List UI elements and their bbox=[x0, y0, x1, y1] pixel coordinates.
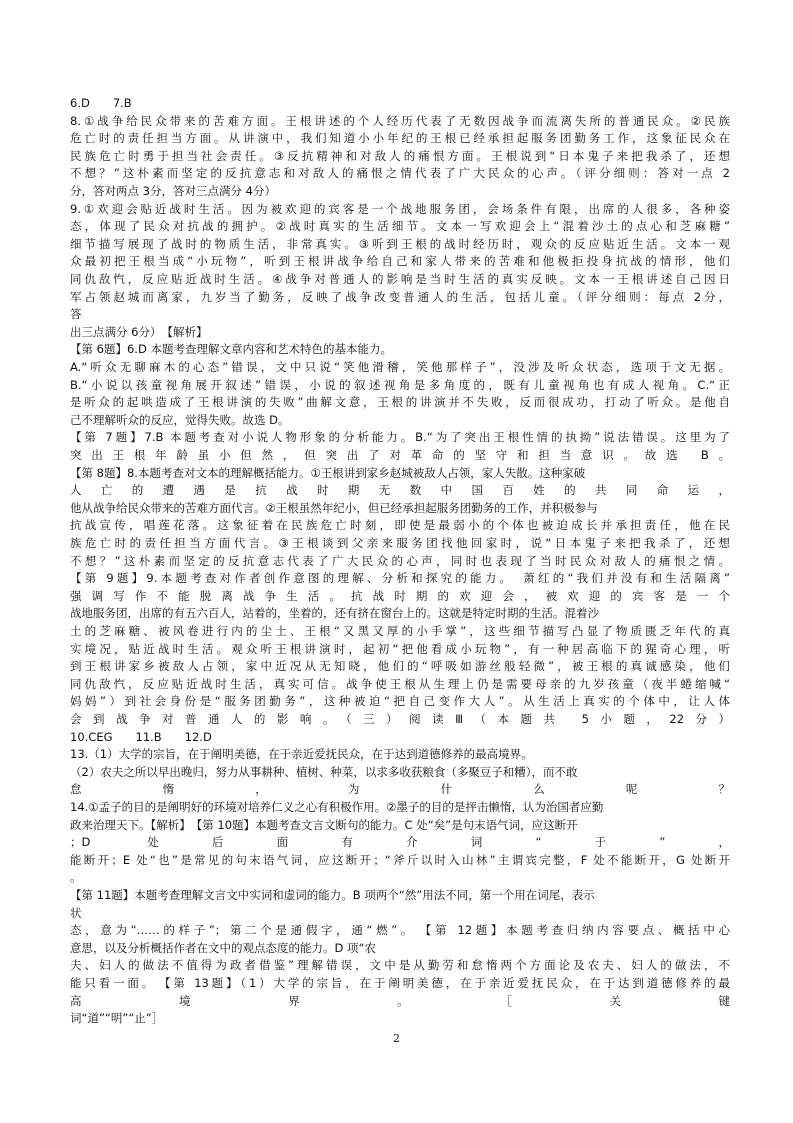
text-line: 己不理解听众的反应，觉得失败。故选 D。 bbox=[70, 412, 290, 427]
text-line: 【第 9题】9.本题考查对作者创作意图的理解、分析和探究的能力。 萧红的“我们并没有和生活隔离” bbox=[70, 571, 730, 586]
text-line: 能断开；E 处“也”是常见的句末语气词，应这断开；“斧斤以时入山林”主谓宾完整，F 处不能断开，G 处断开 bbox=[70, 852, 730, 867]
text-line: 军占领赵城而离家，九岁当了勤务，反映了战争改变普通人的生活，包括儿童。（评分细则：每点 2分， bbox=[70, 289, 730, 304]
text-line: 【第 11题】本题考查理解文言文中实词和虚词的能力。B 项两个“然”用法不同，第一个用在词尾，表示 bbox=[70, 888, 595, 902]
text-line: 强调写作不能脱离战争生活。抗战时期的欢迎会，被欢迎的宾客是一个 bbox=[70, 588, 730, 603]
text-line: 10.CEG 11.B 12.D bbox=[70, 729, 212, 744]
text-line: 答 bbox=[70, 307, 82, 322]
text-line: A.“听众无聊麻木的心态”错误，文中只说“笑他滑稽，笑他那样子”，没涉及听众状态，选项于文无据。 bbox=[70, 360, 730, 374]
text-line: 出三点满分 6分） 【解析】 bbox=[70, 324, 208, 339]
text-line: 不想？”这朴素而坚定的反抗意志代表了广大民众的心声，同时也表现了当时民众对敌人的痛恨之情。 bbox=[70, 553, 730, 568]
text-line: 【第 6题】6.D 本题考查理解文章内容和艺术特色的基本能力。 bbox=[70, 342, 392, 357]
text-line: 政来治理天下。【解析】 【第 10题】本题考查文言文断句的能力。C 处“矣”是句末语气词，应这断开 bbox=[70, 817, 578, 832]
text-line: ；D 处后面有介词“于”， bbox=[70, 835, 730, 850]
text-line: 妈妈”）到社会身份是“服务团勤务”，这种被迫“把自己变作大人”。从生活上真实的个体中，让人体 bbox=[70, 694, 730, 709]
text-line: 分，答对两点 3分，答对三点满分 4分） bbox=[70, 184, 276, 198]
text-line: 是听众的起哄造成了王根讲演的失败”曲解文意，王根的讲演并不失败，反而很成功，打动了听众。是他自 bbox=[70, 395, 730, 410]
text-line: 战地服务团，出席的有五六百人，站着的，坐着的，还有挤在窗台上的。这就是特定时期的生活。混着沙 bbox=[70, 606, 599, 621]
text-line: （2）农夫之所以早出晚归，努力从事耕种、植树、种菜，以求多收获粮食（多聚豆子和糟），而不敢 bbox=[70, 764, 578, 779]
text-line: 同仇敌忾，反应贴近战时生活，真实可信。战争使王根从生理上仍是需要母亲的九岁孩童（夜半蜷缩喊“ bbox=[70, 676, 730, 691]
text-line: 不想？”这朴素而坚定的反抗意志和对敌人的痛恨之情代表了广大民众的心声。（评分细则：答对一点 2 bbox=[70, 166, 730, 181]
text-line: 族危亡时的责任担当方面代言。③王根谈到父亲来服务团找他回家时，说“日本鬼子来把我杀了，还想 bbox=[70, 536, 730, 550]
page-number: 2 bbox=[393, 1032, 400, 1045]
text-line: 9.①欢迎会贴近战时生活。因为被欢迎的宾客是一个战地服务团，会场条件有限，出席的人很多，各种姿 bbox=[70, 201, 730, 216]
text-line: 高境界。［关键 bbox=[70, 993, 730, 1008]
text-line: 抗战宣传，唱莲花落。这象征着在民族危亡时刻，即使是最弱小的个体也被迫成长并承担责任，他在民 bbox=[70, 518, 730, 533]
text-line: 土的芝麻糖、被风卷进行内的尘土、王根“又黑又厚的小手掌”，这些细节描写凸显了物质匮乏年代的真 bbox=[70, 624, 730, 638]
text-line: 他从战争给民众带来的苦难方面代言。②王根虽然年纪小，但已经承担起服务团勤务的工作，并积极参与 bbox=[70, 500, 598, 515]
text-line: 6.D 7.B bbox=[70, 96, 132, 110]
text-line: 细节描写展现了战时的物质生活，非常真实。③听到王根的战时经历时，观众的反应贴近生活。文本一观 bbox=[70, 236, 730, 251]
text-line: 实境况，贴近战时生活。观众听王根讲演时，起初“把他看成小玩物”，有一种居高临下的猩奇心理，听 bbox=[70, 641, 730, 656]
text-line: 能只看一面。 【第 13题】（1）大学的宗旨，在于阐明美德，在于亲近爱抚民众，在于达到道德修养的最 bbox=[70, 976, 730, 990]
text-line: 同仇敌忾，反应贴近战时生活。④战争对普通人的影响是当时生活的真实反映。文本一王根讲述自己因日 bbox=[70, 272, 730, 286]
text-line: 人亡的遭遇是抗战时期无数中国百姓的共同命运， bbox=[70, 483, 730, 498]
text-line: 突出王根年龄虽小但然，但突出了对革命的坚守和担当意识。故选 B。 bbox=[70, 448, 730, 462]
text-line: 8.①战争给民众带来的苦难方面。王根讲述的个人经历代表了无数因战争而流离失所的普通民众。②民族 bbox=[70, 113, 730, 128]
text-line: 意思，以及分析概括作者在文中的观点态度的能力。D 项“农 bbox=[70, 940, 376, 955]
text-line: 会到战争对普通人的影响。（三）阅读Ⅲ（本题共 5小题，22分） bbox=[70, 712, 730, 726]
text-line: 【第 8题】8.本题考查对文本的理解概括能力。①王根讲到家乡赵城被敌人占领，家人失散。这种家破 bbox=[70, 465, 586, 480]
text-line: 夫、妇人的做法不值得为政者借鉴”理解错误，文中是从勤劳和怠惰两个方面论及农夫、妇人的做法，不 bbox=[70, 958, 730, 973]
text-line: 危亡时的责任担当方面。从讲演中，我们知道小小年纪的王根已经承担起服务团勤务工作，这象征民众在 bbox=[70, 131, 730, 146]
text-line: 民族危亡时勇于担当社会责任。③反抗精神和对敌人的痛恨方面。王根说到“日本鬼子来把我杀了，还想 bbox=[70, 148, 730, 163]
text-line: 状 bbox=[70, 905, 82, 920]
text-line: 【第 7题】7.B 本题考查对小说人物形象的分析能力。B.“为了突出王根性情的执拗”说法错误。这里为了 bbox=[70, 430, 730, 445]
text-line: 怠惰，为什么呢？ bbox=[70, 782, 730, 797]
text-line: 13.（1）大学的宗旨，在于阐明美德，在于亲近爱抚民众，在于达到道德修养的最高境界。 bbox=[70, 747, 533, 762]
text-line: 态，意为“……的样子”；第二个是通假字，通“燃”。 【第 12题】本题考查归纳内容要点、概括中心 bbox=[70, 923, 730, 938]
text-line: 14.①孟子的目的是阐明好的环境对培养仁义之心有积极作用。②墨子的目的是抨击懒惰，认为治国者应勤 bbox=[70, 800, 604, 814]
text-line: 词“道”“明”“止”］ bbox=[70, 1011, 164, 1026]
text-line: B.“小说以孩童视角展开叙述”错误，小说的叙述视角是多角度的，既有儿童视角也有成人视角。C.“正 bbox=[70, 377, 730, 392]
text-line: 众最初把王根当成“小玩物”，听到王根讲战争给自己和家人带来的苦难和他极拒投身抗战的情形，他们 bbox=[70, 254, 730, 269]
text-line: 态，体现了民众对抗战的拥护。②战时真实的生活细节。文本一写欢迎会上“混着沙土的点心和芝麻糖” bbox=[70, 219, 730, 234]
text-line: 。 bbox=[70, 870, 82, 885]
text-line: 到王根讲家乡被敌人占领，家中近况从无知晓，他们的“呼吸如游丝般轻微”，被王根的真诚感染，他们 bbox=[70, 659, 730, 674]
